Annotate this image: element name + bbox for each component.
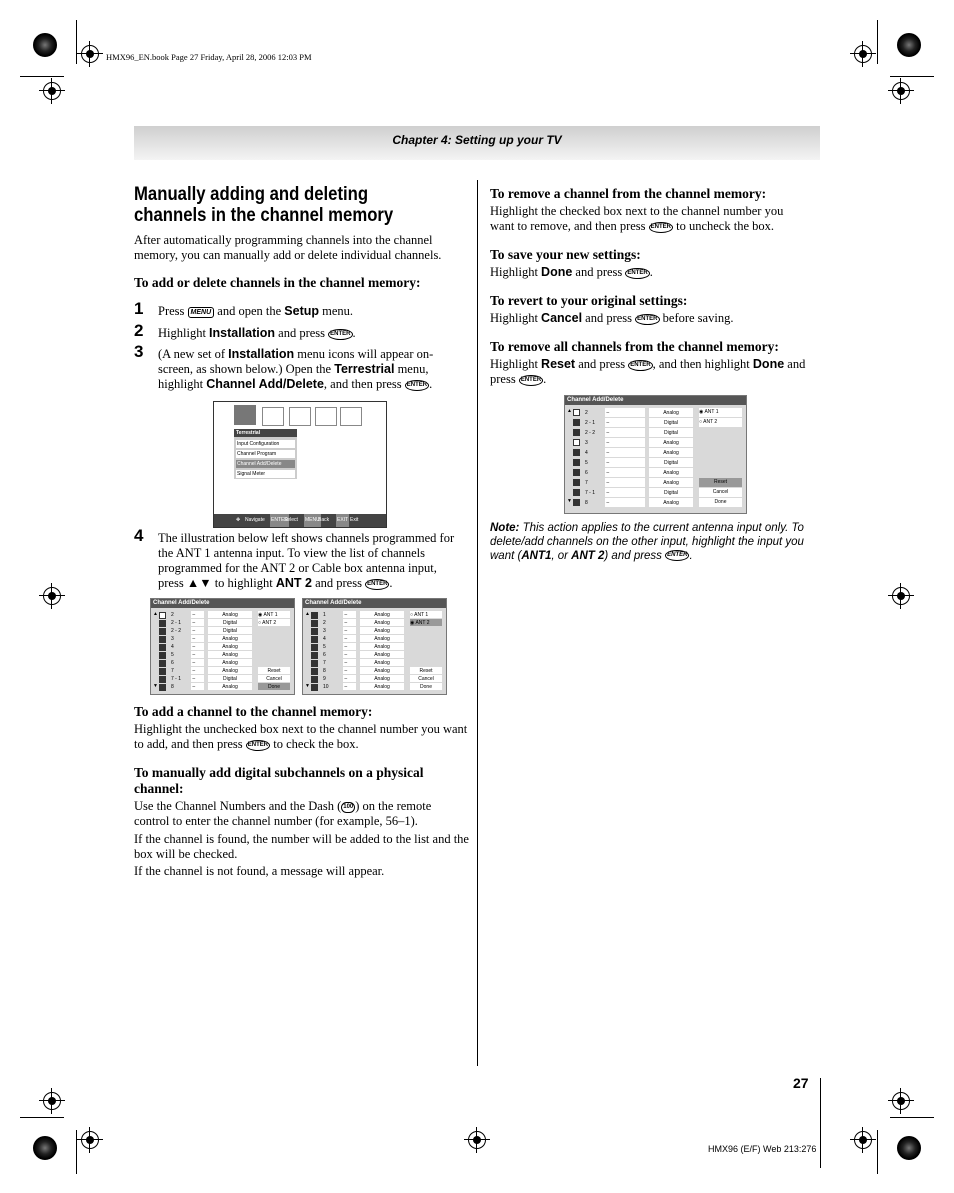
channel-name-cell: – — [605, 418, 645, 427]
channel-add-delete-screen-ant2 — [302, 598, 447, 695]
channel-type: Analog — [649, 468, 693, 477]
note: Note: This action applies to the current antenna input only. To delete/add channels on the other input, highlight the input you want (ANT1, or ANT 2) and press ENTER . — [490, 522, 804, 562]
menu-item[interactable]: Signal Meter — [236, 470, 295, 478]
reset-button[interactable]: Reset — [410, 667, 442, 674]
channel-type: Analog — [208, 651, 252, 658]
channel-type: Analog — [208, 659, 252, 666]
channel-row[interactable] — [565, 498, 695, 508]
dash-button-icon: 100 — [341, 802, 355, 813]
channel-type: Digital — [208, 627, 252, 634]
channel-row[interactable] — [151, 619, 254, 627]
channel-name-cell: – — [191, 635, 204, 642]
channel-number: 7 — [171, 668, 174, 674]
channel-type: Analog — [208, 635, 252, 642]
installation-menu-screenshot — [213, 401, 387, 528]
menu-item-selected[interactable]: Channel Add/Delete — [236, 460, 295, 468]
page-number: 27 — [793, 1075, 809, 1091]
cancel-button[interactable]: Cancel — [699, 488, 742, 497]
remove-all-paragraph: Highlight Reset and press ENTER , and then highlight Done and press ENTER . — [490, 357, 806, 386]
enter-button-icon: ENTER — [625, 268, 649, 279]
channel-row[interactable] — [303, 643, 406, 651]
page-title: Manually adding and deleting channels in the channel memory — [134, 184, 394, 226]
channel-checkbox[interactable] — [311, 620, 318, 627]
channel-row[interactable] — [151, 659, 254, 667]
crop-mark — [20, 1117, 64, 1118]
channel-type: Analog — [208, 643, 252, 650]
reset-button[interactable]: Reset — [258, 667, 290, 674]
channel-add-delete-screen-reset — [564, 395, 747, 514]
channel-type: Analog — [360, 659, 404, 666]
channel-type: Analog — [360, 683, 404, 690]
channel-row[interactable] — [565, 488, 695, 498]
channel-number: 3 — [323, 628, 326, 634]
step-number: 2 — [134, 321, 144, 340]
navigate-icon: ✥ — [236, 517, 241, 523]
channel-type: Digital — [649, 428, 693, 437]
channel-name-cell: – — [605, 498, 645, 507]
channel-checkbox[interactable] — [311, 612, 318, 619]
scroll-up-icon[interactable]: ▲ — [305, 611, 310, 617]
channel-name-cell: – — [343, 675, 356, 682]
reset-button[interactable]: Reset — [699, 478, 742, 487]
remove-paragraph: Highlight the checked box next to the channel number you want to remove, and then press ENTER to uncheck the box. — [490, 204, 784, 233]
screen-title: Channel Add/Delete — [565, 396, 746, 405]
done-button[interactable]: Done — [258, 683, 290, 690]
channel-row[interactable] — [303, 635, 406, 643]
channel-name-cell: – — [191, 667, 204, 674]
channel-type: Analog — [360, 635, 404, 642]
done-button[interactable]: Done — [699, 498, 742, 507]
trim-line — [820, 1078, 821, 1168]
channel-name-cell: – — [343, 667, 356, 674]
channel-row[interactable] — [303, 675, 406, 683]
antenna-option-1[interactable]: ○ ANT 1 — [410, 611, 442, 618]
channel-row[interactable] — [565, 408, 695, 418]
channel-checkbox[interactable] — [159, 612, 166, 619]
channel-checkbox[interactable] — [311, 628, 318, 635]
channel-row[interactable] — [303, 619, 406, 627]
channel-number: 3 — [171, 636, 174, 642]
channel-name-cell: – — [191, 683, 204, 690]
channel-row[interactable] — [303, 627, 406, 635]
channel-number: 2 - 1 — [171, 620, 182, 626]
chapter-header — [134, 126, 820, 160]
registration-mark-icon — [77, 1127, 103, 1153]
channel-row[interactable] — [303, 611, 406, 619]
channel-type: Digital — [649, 418, 693, 427]
channel-name-cell: – — [343, 635, 356, 642]
menu-item[interactable]: Input Configuration — [236, 440, 295, 448]
channel-type: Analog — [649, 408, 693, 417]
heading-subchannels: To manually add digital subchannels on a physical channel: — [134, 765, 424, 796]
channel-type: Analog — [208, 683, 252, 690]
channel-type: Analog — [649, 498, 693, 507]
channel-type: Analog — [360, 651, 404, 658]
screen-title: Channel Add/Delete — [151, 599, 294, 608]
channel-number: 5 — [171, 652, 174, 658]
channel-number: 7 - 1 — [585, 490, 596, 496]
channel-name-cell: – — [191, 627, 204, 634]
heading-revert: To revert to your original settings: — [490, 293, 688, 308]
crop-mark — [20, 76, 64, 77]
menu-item[interactable]: Channel Program — [236, 450, 295, 458]
color-disc-icon — [897, 33, 921, 57]
registration-mark-icon — [888, 583, 914, 609]
enter-button-icon: ENTER — [405, 380, 429, 391]
channel-row[interactable] — [565, 458, 695, 468]
terrestrial-menu-header: Terrestrial — [234, 429, 297, 437]
channel-row[interactable] — [151, 635, 254, 643]
channel-row[interactable] — [151, 611, 254, 619]
channel-name-cell: – — [343, 643, 356, 650]
channel-name-cell: – — [191, 643, 204, 650]
cancel-button[interactable]: Cancel — [410, 675, 442, 682]
crop-mark — [877, 20, 878, 64]
channel-type: Analog — [360, 675, 404, 682]
heading-remove-all: To remove all channels from the channel memory: — [490, 339, 779, 354]
channel-number: 10 — [323, 684, 329, 690]
channel-row[interactable] — [303, 651, 406, 659]
channel-name-cell: – — [191, 619, 204, 626]
channel-number: 4 — [171, 644, 174, 650]
antenna-option-2[interactable]: ○ ANT 2 — [258, 619, 290, 626]
channel-number: 8 — [585, 500, 588, 506]
clock-icon — [315, 407, 337, 426]
channel-row[interactable] — [151, 683, 254, 691]
registration-mark-icon — [77, 41, 103, 67]
not-found-paragraph: If the channel is not found, a message will appear. — [134, 864, 385, 878]
channel-type: Analog — [360, 667, 404, 674]
channel-number: 7 — [585, 480, 588, 486]
channel-checkbox[interactable] — [573, 449, 580, 456]
screen-title: Channel Add/Delete — [303, 599, 446, 608]
enter-button-icon: ENTER — [328, 329, 352, 340]
channel-number: 2 - 2 — [171, 628, 182, 634]
channel-row[interactable] — [151, 627, 254, 635]
menu-footer-bar: ✥ Navigate ENTER Select MENU Back EXIT Exit — [214, 514, 386, 527]
channel-checkbox[interactable] — [573, 459, 580, 466]
heading-add-delete: To add or delete channels in the channel memory: — [134, 275, 421, 290]
channel-number: 5 — [585, 460, 588, 466]
channel-row[interactable] — [565, 468, 695, 478]
channel-type: Analog — [360, 619, 404, 626]
channel-checkbox[interactable] — [159, 684, 166, 691]
crop-mark — [890, 1117, 934, 1118]
channel-name-cell: – — [343, 651, 356, 658]
channel-number: 8 — [171, 684, 174, 690]
found-paragraph: If the channel is found, the number will be added to the list and the box will be checked. — [134, 832, 469, 861]
channel-checkbox[interactable] — [573, 419, 580, 426]
channel-name-cell: – — [605, 438, 645, 447]
channel-number: 3 — [585, 440, 588, 446]
channel-number: 4 — [585, 450, 588, 456]
channel-type: Digital — [208, 619, 252, 626]
channel-checkbox[interactable] — [159, 676, 166, 683]
enter-button-icon: ENTER — [649, 222, 673, 233]
step-number: 3 — [134, 342, 144, 361]
channel-number: 2 — [171, 612, 174, 618]
channel-type: Digital — [649, 458, 693, 467]
channel-type: Analog — [649, 448, 693, 457]
channel-row[interactable] — [565, 428, 695, 438]
step-3: (A new set of Installation menu icons will appear on-screen, as shown below.) Open the Terrestrial menu, highlight Channel Add/Delete, and then press ENTER . — [158, 347, 434, 391]
tv-icon — [289, 407, 311, 426]
channel-type: Analog — [208, 611, 252, 618]
antenna-icon — [234, 405, 256, 425]
step-number: 1 — [134, 299, 144, 318]
channel-name-cell: – — [343, 659, 356, 666]
column-divider — [477, 180, 478, 1066]
channel-type: Analog — [360, 627, 404, 634]
channel-checkbox[interactable] — [311, 668, 318, 675]
channel-row[interactable] — [565, 448, 695, 458]
enter-button-icon: ENTER — [246, 740, 270, 751]
channel-number: 2 - 2 — [585, 430, 596, 436]
channel-row[interactable] — [565, 418, 695, 428]
channel-name-cell: – — [343, 619, 356, 626]
channel-name-cell: – — [191, 611, 204, 618]
enter-button-icon: ENTER — [365, 579, 389, 590]
scroll-up-icon[interactable]: ▲ — [153, 611, 158, 617]
up-down-arrows: ▲▼ — [186, 576, 212, 590]
channel-row[interactable] — [151, 651, 254, 659]
color-disc-icon — [33, 1136, 57, 1160]
channel-name-cell: – — [605, 428, 645, 437]
channel-checkbox[interactable] — [573, 469, 580, 476]
channel-row[interactable] — [565, 478, 695, 488]
channel-name-cell: – — [343, 627, 356, 634]
footer-code: HMX96 (E/F) Web 213:276 — [708, 1144, 817, 1154]
color-disc-icon — [897, 1136, 921, 1160]
channel-checkbox[interactable] — [311, 636, 318, 643]
registration-mark-icon — [850, 1127, 876, 1153]
antenna-option-2[interactable]: ○ ANT 2 — [699, 418, 742, 427]
registration-mark-icon — [39, 78, 65, 104]
channel-checkbox[interactable] — [159, 668, 166, 675]
scroll-down-icon[interactable]: ▼ — [153, 683, 158, 689]
channel-type: Analog — [360, 643, 404, 650]
channel-name-cell: – — [191, 675, 204, 682]
channel-number: 9 — [323, 676, 326, 682]
heading-remove: To remove a channel from the channel memory: — [490, 186, 767, 201]
channel-number: 1 — [323, 612, 326, 618]
channel-number: 2 - 1 — [585, 420, 596, 426]
channel-number: 2 — [323, 620, 326, 626]
scroll-up-icon[interactable]: ▲ — [567, 408, 572, 414]
scroll-down-icon[interactable]: ▼ — [567, 498, 572, 504]
channel-name-cell: – — [605, 488, 645, 497]
info-icon — [340, 407, 362, 426]
channel-checkbox[interactable] — [311, 684, 318, 691]
channel-checkbox[interactable] — [311, 676, 318, 683]
step-number: 4 — [134, 526, 144, 545]
channel-number: 7 — [323, 660, 326, 666]
channel-row[interactable] — [565, 438, 695, 448]
save-paragraph: Highlight Done and press ENTER . — [490, 265, 653, 279]
cancel-button[interactable]: Cancel — [258, 675, 290, 682]
channel-checkbox[interactable] — [573, 439, 580, 446]
channel-row[interactable] — [151, 675, 254, 683]
channel-type: Analog — [360, 611, 404, 618]
crop-mark — [877, 1130, 878, 1174]
channel-name-cell: – — [605, 458, 645, 467]
channel-row[interactable] — [151, 643, 254, 651]
registration-mark-icon — [850, 41, 876, 67]
intro-paragraph: After automatically programming channels into the channel memory, you can manually add or delete individual channels. — [134, 233, 442, 262]
channel-row[interactable] — [303, 659, 406, 667]
book-info-line: HMX96_EN.book Page 27 Friday, April 28, 2006 12:03 PM — [106, 52, 312, 62]
antenna-option-1[interactable]: ◉ ANT 1 — [699, 408, 742, 417]
done-button[interactable]: Done — [410, 683, 442, 690]
registration-mark-icon — [39, 1088, 65, 1114]
channel-type: Digital — [208, 675, 252, 682]
channel-type: Analog — [649, 438, 693, 447]
channel-number: 6 — [323, 652, 326, 658]
channel-type: Digital — [649, 488, 693, 497]
channel-name-cell: – — [343, 683, 356, 690]
channel-name-cell: – — [605, 408, 645, 417]
channel-checkbox[interactable] — [311, 660, 318, 667]
enter-button-icon: ENTER — [628, 360, 652, 371]
menu-button-icon: MENU — [188, 307, 215, 318]
heading-save: To save your new settings: — [490, 247, 641, 262]
antenna-option-2[interactable]: ◉ ANT 2 — [410, 619, 442, 626]
satellite-icon — [262, 407, 284, 426]
terrestrial-menu — [234, 429, 297, 479]
channel-type: Analog — [649, 478, 693, 487]
channel-checkbox[interactable] — [159, 620, 166, 627]
channel-checkbox[interactable] — [573, 429, 580, 436]
registration-mark-icon — [39, 583, 65, 609]
channel-number: 5 — [323, 644, 326, 650]
channel-number: 8 — [323, 668, 326, 674]
step-1: Press MENU and open the Setup menu. — [158, 304, 354, 318]
channel-name-cell: – — [605, 468, 645, 477]
channel-name-cell: – — [605, 478, 645, 487]
channel-number: 6 — [585, 470, 588, 476]
heading-add-channel: To add a channel to the channel memory: — [134, 704, 373, 719]
channel-checkbox[interactable] — [573, 499, 580, 506]
color-disc-icon — [33, 33, 57, 57]
channel-name-cell: – — [191, 651, 204, 658]
channel-type: Analog — [208, 667, 252, 674]
channel-row[interactable] — [303, 667, 406, 675]
channel-checkbox[interactable] — [159, 628, 166, 635]
channel-checkbox[interactable] — [573, 479, 580, 486]
channel-name-cell: – — [605, 448, 645, 457]
channel-number: 6 — [171, 660, 174, 666]
channel-checkbox[interactable] — [311, 644, 318, 651]
registration-mark-icon — [888, 1088, 914, 1114]
channel-number: 2 — [585, 410, 588, 416]
subchannels-paragraph: Use the Channel Numbers and the Dash ( 100 ) on the remote control to enter the channel number (for example, 56–1). — [134, 799, 432, 828]
enter-button-icon: ENTER — [635, 314, 659, 325]
channel-number: 7 - 1 — [171, 676, 182, 682]
chapter-title: Chapter 4: Setting up your TV — [392, 133, 562, 147]
channel-checkbox[interactable] — [159, 636, 166, 643]
step-4: The illustration below left shows channels programmed for the ANT 1 antenna input. To view the list of channels programmed for the ANT 2 or Cable box antenna input, press ▲▼ to highlight ANT 2 and press ENTER . — [158, 531, 455, 590]
channel-checkbox[interactable] — [311, 652, 318, 659]
scroll-down-icon[interactable]: ▼ — [305, 683, 310, 689]
registration-mark-icon — [888, 78, 914, 104]
add-channel-paragraph: Highlight the unchecked box next to the channel number you want to add, and then press ENTER to check the box. — [134, 722, 468, 751]
channel-name-cell: – — [343, 611, 356, 618]
channel-checkbox[interactable] — [159, 660, 166, 667]
enter-button-icon: ENTER — [665, 550, 689, 561]
channel-row[interactable] — [303, 683, 406, 691]
channel-add-delete-screen-ant1 — [150, 598, 295, 695]
enter-button-icon: ENTER — [519, 375, 543, 386]
channel-number: 4 — [323, 636, 326, 642]
crop-mark — [890, 76, 934, 77]
channel-checkbox[interactable] — [573, 409, 580, 416]
step-2: Highlight Installation and press ENTER . — [158, 326, 356, 340]
channel-name-cell: – — [191, 659, 204, 666]
registration-mark-icon — [464, 1127, 490, 1153]
channel-checkbox[interactable] — [159, 644, 166, 651]
channel-checkbox[interactable] — [573, 489, 580, 496]
channel-row[interactable] — [151, 667, 254, 675]
channel-checkbox[interactable] — [159, 652, 166, 659]
revert-paragraph: Highlight Cancel and press ENTER before saving. — [490, 311, 734, 325]
antenna-option-1[interactable]: ◉ ANT 1 — [258, 611, 290, 618]
